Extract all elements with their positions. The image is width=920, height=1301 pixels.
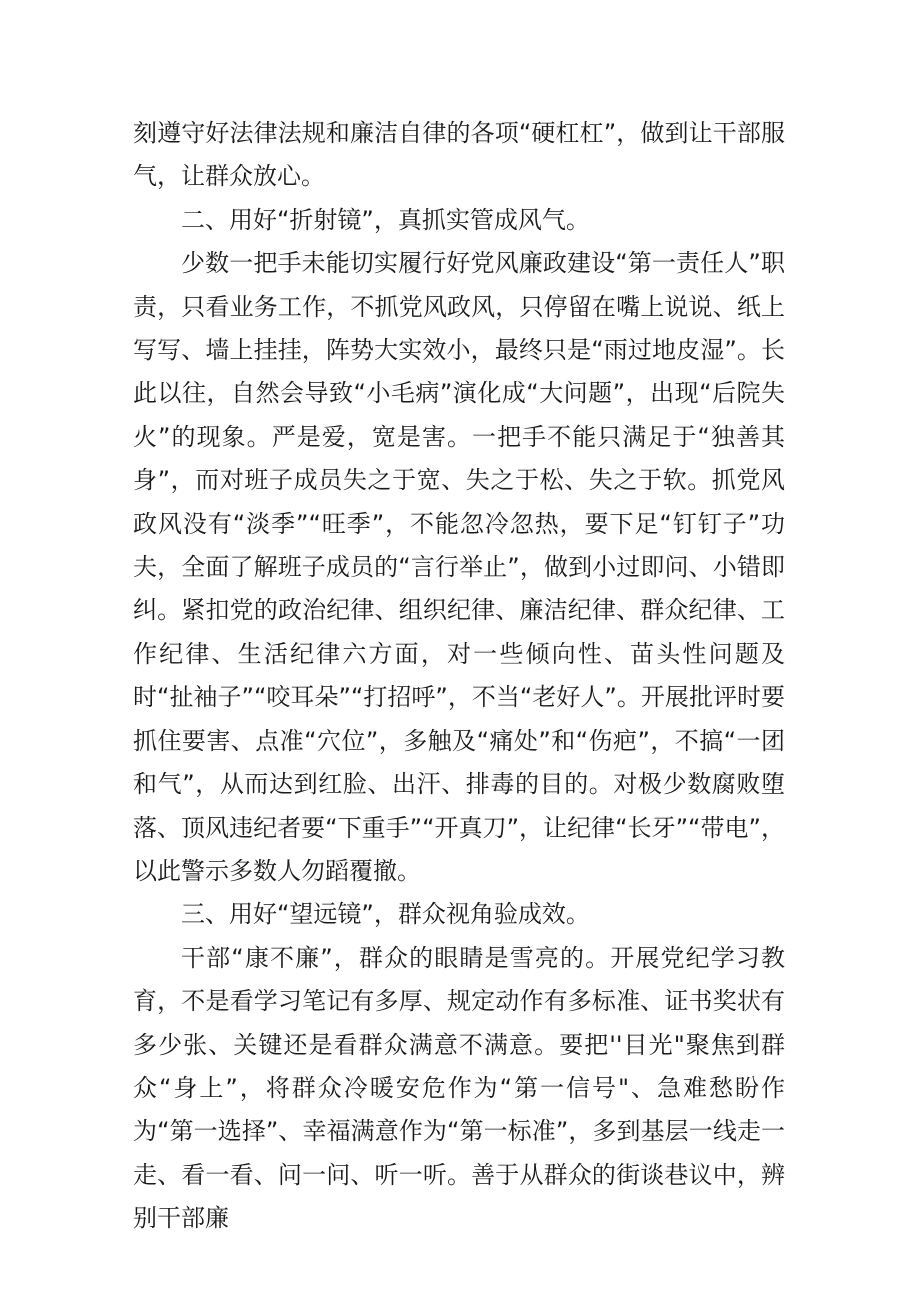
- paragraph-section-three: 干部“康不廉”，群众的眼睛是雪亮的。开展党纪学习教育，不是看学习笔记有多厚、规定动作有多标准、证书奖状有多少张、关键还是看群众满意不满意。要把''目光"聚焦到群众“身上”，将群众冷暖安危作为“第一信号"、急难愁盼作为“第一选择”、幸福满意作为“第一标准”，多到基层一线走一走、看一看、问一问、听一听。善于从群众的街谈巷议中，辨别干部廉: [133, 943, 785, 1233]
- paragraph-continued: 刻遵守好法律法规和廉洁自律的各项“硬杠杠”，做到让干部服气，让群众放心。: [133, 119, 785, 191]
- paragraph-section-two: 少数一把手未能切实履行好党风廉政建设“第一责任人”职责，只看业务工作，不抓党风政风，只停留在嘴上说说、纸上写写、墙上挂挂，阵势大实效小，最终只是“雨过地皮湿”。长此以往，自然会导致“小毛病”演化成“大问题”，出现“后院失火”的现象。严是爱，宽是害。一把手不能只满足于“独善其身”，而对班子成员失之于宽、失之于松、失之于软。抓党风政风没有“淡季”“旺季”，不能忽冷忽热，要下足“钉钉子”功夫，全面了解班子成员的“言行举止”，做到小过即问、小错即纠。紧扣党的政治纪律、组织纪律、廉洁纪律、群众纪律、工作纪律、生活纪律六方面，对一些倾向性、苗头性问题及时“扯袖子”“咬耳朵”“打招呼”，不当“老好人”。开展批评时要抓住要害、点准“穴位”，多触及“痛处”和“伤疤”，不搞“一团和气”，从而达到红脸、出汗、排毒的目的。对极少数腐败堕落、顶风违纪者要“下重手”“开真刀”，让纪律“长牙”“带电”，以此警示多数人勿蹈覆撤。: [133, 249, 785, 885]
- section-heading-two: 二、用好“折射镜”，真抓实管成风气。: [181, 205, 590, 234]
- section-heading-three: 三、用好“望远镜”，群众视角验成效。: [181, 900, 590, 929]
- document-body: [133, 112, 785, 1241]
